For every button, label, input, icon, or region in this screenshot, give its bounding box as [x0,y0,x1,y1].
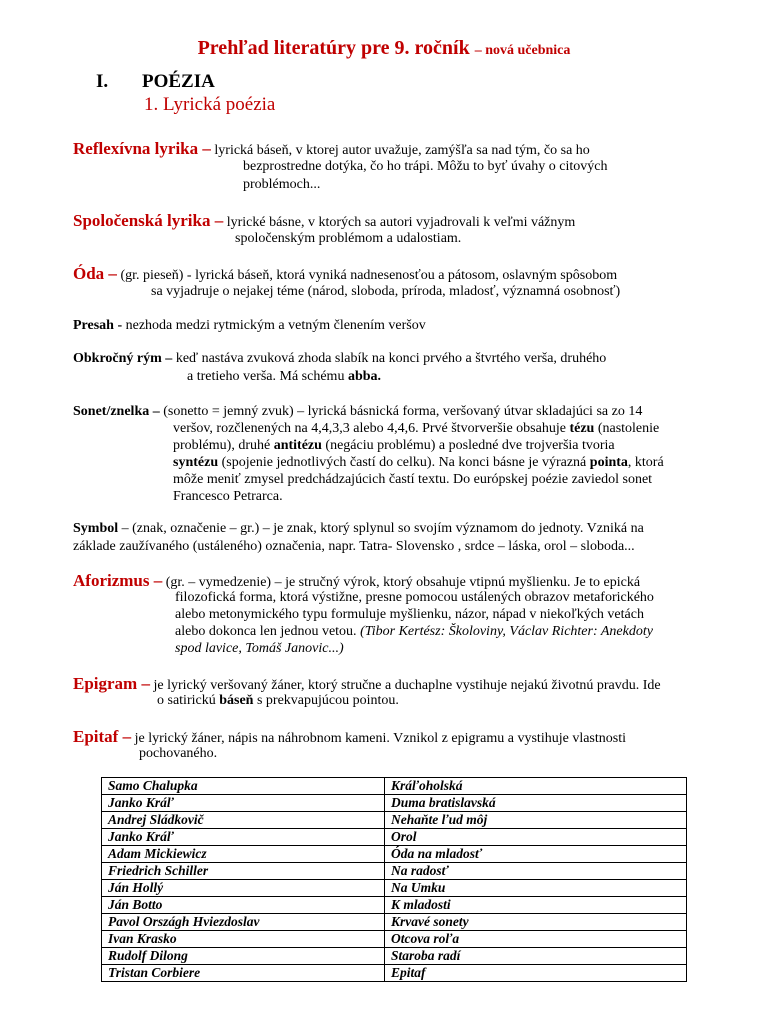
entry-spolocenska-line2: spoločenským problémom a udalostiam. [235,231,462,246]
definition-text: je lyrický veršovaný žáner, ktorý stručne a duchaplne vystihuje nejakú životnú pravdu. Ide [153,678,661,693]
definition-text: nezhoda medzi rytmickým a vetným členením veršov [125,318,426,333]
entry-symbol-line2: základe zaužívaného (ustáleného) označenia, napr. Tatra- Slovensko , srdce – láska, orol – sloboda... [73,539,635,554]
entry-reflexivna-line2: bezprostredne dotýka, čo ho trápi. Môžu to byť úvahy o citových [243,159,608,174]
author-cell: Pavol Országh Hviezdoslav [102,914,385,931]
definition-text: (nastolenie [597,421,660,436]
entry-reflexivna-line3: problémoch... [243,177,321,192]
work-cell: Staroba radí [385,948,687,965]
author-cell: Samo Chalupka [102,778,385,795]
table-row [102,965,687,982]
term-oda: Óda – [73,264,117,283]
work-cell: Na radosť [385,863,687,880]
examples-text: (Tibor Kertész: Školoviny, Václav Richter: Anekdoty [360,624,653,639]
table-row [102,812,687,829]
term-symbol: Symbol [73,521,119,536]
table-row [102,778,687,795]
work-cell: Nehaňte ľud môj [385,812,687,829]
term-spolocenska: Spoločenská lyrika – [73,211,224,230]
table-row [102,829,687,846]
definition-text: (sonetto = jemný zvuk) – lyrická básnická forma, veršovaný útvar skladajúci sa zo 14 [163,404,643,419]
entry-sonet-line6: Francesco Petrarca. [173,489,283,504]
term-sonet: Sonet/znelka – [73,404,160,419]
definition-text: o satirickú [157,693,216,708]
table-row [102,846,687,863]
author-cell: Tristan Corbiere [102,965,385,982]
keyword-pointa: pointa [589,455,628,470]
keyword-teza: tézu [569,421,595,436]
entry-oda-line2: sa vyjadruje o nejakej téme (národ, sloboda, príroda, mladosť, významná osobnosť) [151,284,621,299]
definition-text: lyrická báseň, v ktorej autor uvažuje, zamýšľa sa nad tým, čo sa ho [214,143,590,158]
author-cell: Ján Hollý [102,880,385,897]
work-cell: Orol [385,829,687,846]
work-cell: Krvavé sonety [385,914,687,931]
entry-epigram-line2 [157,692,399,709]
title-subtitle: – nová učebnica [474,43,571,58]
definition-text: problému), druhé [173,438,271,453]
table-row [102,863,687,880]
table-row [102,948,687,965]
author-cell: Adam Mickiewicz [102,846,385,863]
term-aforizmus: Aforizmus – [73,571,163,590]
title-main: Prehľad literatúry pre 9. ročník [197,37,470,59]
author-cell: Ivan Krasko [102,931,385,948]
author-cell: Janko Kráľ [102,795,385,812]
entry-sonet-line4 [173,454,664,471]
work-cell: Kráľoholská [385,778,687,795]
definition-text: – (znak, označenie – gr.) – je znak, ktorý splynul so svojím významom do jednoty. Vzniká na [121,521,644,536]
keyword-basen: báseň [219,693,254,708]
author-cell: Andrej Sládkovič [102,812,385,829]
table-row [102,880,687,897]
definition-text: veršov, rozčlenených na 4,4,3,3 alebo 4,4,6. Prvé štvorveršie obsahuje [173,421,566,436]
author-cell: Rudolf Dilong [102,948,385,965]
author-cell: Friedrich Schiller [102,863,385,880]
works-table [101,777,687,982]
entry-sonet-line1 [73,403,642,420]
entry-spolocenska-line1 [73,212,575,231]
definition-text: (negáciu problému) a posledné dve trojveršia tvoria [325,438,615,453]
entry-aforizmus-line2: filozofická forma, ktorá výstižne, presne pomocou ustálených obrazov metaforického [175,590,654,605]
work-cell: K mladosti [385,897,687,914]
term-epigram: Epigram – [73,674,150,693]
subsection-heading: 1. Lyrická poézia [144,94,276,115]
section-heading [96,71,215,93]
entry-reflexivna-line1 [73,140,590,159]
table-row [102,795,687,812]
table-row [102,897,687,914]
page-title [0,37,768,60]
scheme-abba: abba. [347,369,382,384]
entry-aforizmus-line5: spod lavice, Tomáš Janovic...) [175,641,344,656]
term-epitaf: Epitaf – [73,727,132,746]
definition-text: keď nastáva zvuková zhoda slabík na konci prvého a štvrtého verša, druhého [175,351,607,366]
work-cell: Duma bratislavská [385,795,687,812]
definition-text: , ktorá [627,455,664,470]
entry-sonet-line2 [173,420,659,437]
entry-oda-line1 [73,265,617,284]
entry-obkrocny-line1 [73,350,606,367]
definition-text: (gr. pieseň) - lyrická báseň, ktorá vyniká nadnesenosťou a pátosom, oslavným spôsobom [120,268,618,283]
entry-aforizmus-line3: alebo metonymického typu formuluje myšlienku, názor, nápad v niekoľkých vetách [175,607,644,622]
definition-text: s prekvapujúcou pointou. [256,693,399,708]
work-cell: Epitaf [385,965,687,982]
entry-sonet-line5: môže meniť zmysel predchádzajúcich častí textu. Do európskej poézie zaviedol sonet [173,472,653,487]
keyword-synteza: syntézu [173,455,219,470]
definition-text: alebo dokonca len jednou vetou. [175,624,357,639]
author-cell: Janko Kráľ [102,829,385,846]
table-row [102,914,687,931]
definition-text: (spojenie jednotlivých častí do celku). Na konci básne je výrazná [221,455,587,470]
term-presah: Presah - [73,318,123,333]
term-reflexivna: Reflexívna lyrika – [73,139,211,158]
section-number: I. [96,71,109,92]
entry-sonet-line3 [173,437,615,454]
keyword-antiteza: antitézu [273,438,322,453]
entry-presah [73,317,426,334]
definition-text: je lyrický žáner, nápis na náhrobnom kameni. Vznikol z epigramu a vystihuje vlastnosti [134,731,626,746]
entry-obkrocny-line2 [187,368,381,385]
entry-aforizmus-line4 [175,623,653,640]
definition-text: lyrické básne, v ktorých sa autori vyjadrovali k veľmi vážnym [226,215,576,230]
work-cell: Óda na mladosť [385,846,687,863]
table-row [102,931,687,948]
entry-symbol-line1 [73,520,644,537]
work-cell: Na Umku [385,880,687,897]
term-obkrocny: Obkročný rým – [73,351,173,366]
definition-text: a tretieho verša. Má schému [187,369,345,384]
work-cell: Otcova roľa [385,931,687,948]
definition-text: (gr. – vymedzenie) – je stručný výrok, ktorý obsahuje vtipnú myšlienku. Je to epická [165,575,641,590]
author-cell: Ján Botto [102,897,385,914]
entry-epitaf-line2: pochovaného. [139,746,218,761]
section-title: POÉZIA [142,71,215,92]
